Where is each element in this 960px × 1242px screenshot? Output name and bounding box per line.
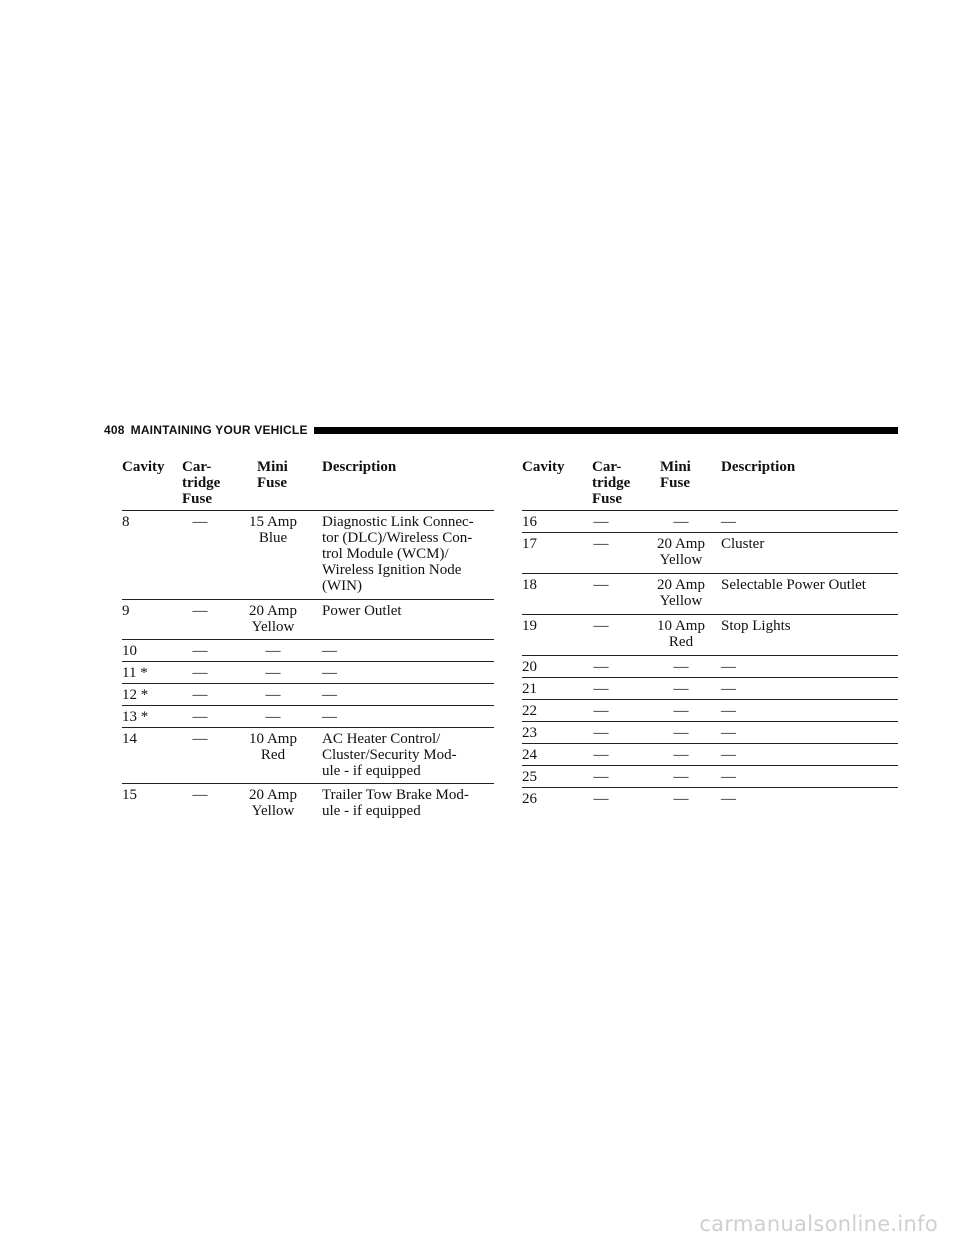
cartridge-fuse-value: —: [192, 643, 208, 659]
table-row: [122, 784, 494, 824]
fuse-table-left: [122, 456, 494, 824]
cell-line: —: [322, 643, 337, 659]
mini-fuse-value: [650, 536, 712, 568]
cartridge-fuse-value: —: [593, 703, 609, 719]
cell-line: Diagnostic Link Connec-: [322, 514, 474, 530]
table-row: [522, 511, 898, 533]
cell-line: Trailer Tow Brake Mod-: [322, 787, 469, 803]
description-value: [322, 603, 494, 619]
cell-line: ule - if equipped: [322, 763, 421, 779]
table-row: [122, 728, 494, 784]
cell-line: —: [721, 514, 736, 530]
mini-fuse-value: [650, 659, 712, 675]
watermark: carmanualsonline.info: [699, 1212, 938, 1236]
description-value: [721, 618, 898, 634]
description-value: [322, 787, 494, 819]
cell-line: 20 Amp: [249, 603, 297, 619]
cavity-value: 17: [522, 536, 537, 552]
cell-line: —: [673, 747, 689, 763]
cartridge-fuse-value: —: [593, 681, 609, 697]
cartridge-fuse-value: —: [192, 709, 208, 725]
cell-line: (WIN): [322, 578, 362, 594]
cell-line: Cluster: [721, 536, 765, 552]
table-header-row: [522, 456, 898, 511]
header-mini-fuse: [257, 459, 317, 491]
cell-line: 20 Amp: [249, 787, 297, 803]
page-number: 408: [104, 423, 125, 437]
mini-fuse-value: [650, 791, 712, 807]
table-row: [122, 662, 494, 684]
cell-line: Power Outlet: [322, 603, 402, 619]
description-value: [721, 577, 898, 593]
cell-line: —: [265, 687, 281, 703]
cell-line: —: [265, 709, 281, 725]
header-cartridge-fuse: [182, 459, 221, 507]
description-value: [721, 681, 898, 697]
cell-line: Mini: [257, 459, 288, 475]
mini-fuse-value: [243, 643, 303, 659]
cell-line: Yellow: [251, 803, 295, 819]
cavity-value: 12 *: [122, 687, 149, 703]
cell-line: Yellow: [659, 593, 703, 609]
cell-line: —: [673, 514, 689, 530]
cell-line: AC Heater Control/: [322, 731, 441, 747]
mini-fuse-value: [650, 681, 712, 697]
description-value: [721, 725, 898, 741]
cartridge-fuse-value: —: [593, 791, 609, 807]
cavity-value: 16: [522, 514, 537, 530]
cartridge-fuse-value: —: [593, 725, 609, 741]
cell-line: —: [721, 747, 736, 763]
cavity-value: 15: [122, 787, 137, 803]
cartridge-fuse-value: —: [192, 665, 208, 681]
header-cavity: Cavity: [522, 459, 565, 475]
header-description: Description: [322, 459, 397, 475]
cell-line: —: [721, 681, 736, 697]
cell-line: Car-: [182, 459, 212, 475]
header-description: Description: [721, 459, 796, 475]
cell-line: 10 Amp: [657, 618, 705, 634]
cavity-value: 21: [522, 681, 537, 697]
table-row: [522, 615, 898, 656]
description-value: [721, 659, 898, 675]
table-header-row: [122, 456, 494, 511]
cell-line: ule - if equipped: [322, 803, 421, 819]
cavity-value: 13 *: [122, 709, 149, 725]
cell-line: —: [673, 769, 689, 785]
description-value: [322, 514, 494, 594]
cell-line: —: [673, 725, 689, 741]
cell-line: Fuse: [592, 491, 622, 507]
cell-line: tridge: [182, 475, 221, 491]
mini-fuse-value: [243, 603, 303, 635]
cell-line: —: [721, 791, 736, 807]
cartridge-fuse-value: —: [593, 747, 609, 763]
cartridge-fuse-value: —: [192, 731, 208, 747]
mini-fuse-value: [650, 725, 712, 741]
cartridge-fuse-value: —: [192, 787, 208, 803]
mini-fuse-value: [650, 703, 712, 719]
mini-fuse-value: [243, 687, 303, 703]
cell-line: trol Module (WCM)/: [322, 546, 449, 562]
cartridge-fuse-value: —: [593, 514, 609, 530]
description-value: [322, 709, 494, 725]
cell-line: Mini: [660, 459, 691, 475]
cell-line: tridge: [592, 475, 631, 491]
table-row: [522, 574, 898, 615]
cartridge-fuse-value: —: [593, 536, 609, 552]
table-row: [522, 700, 898, 722]
description-value: [721, 747, 898, 763]
cavity-value: 25: [522, 769, 537, 785]
cavity-value: 23: [522, 725, 537, 741]
mini-fuse-value: [243, 665, 303, 681]
cell-line: —: [322, 687, 337, 703]
description-value: [721, 791, 898, 807]
table-row: [122, 684, 494, 706]
cell-line: 20 Amp: [657, 536, 705, 552]
mini-fuse-value: [243, 731, 303, 763]
mini-fuse-value: [243, 514, 303, 546]
cavity-value: 20: [522, 659, 537, 675]
page-header: [104, 422, 898, 438]
cartridge-fuse-value: —: [593, 577, 609, 593]
mini-fuse-value: [650, 618, 712, 650]
cavity-value: 11 *: [122, 665, 148, 681]
cartridge-fuse-value: —: [192, 514, 208, 530]
cell-line: Red: [260, 747, 286, 763]
mini-fuse-value: [650, 747, 712, 763]
table-row: [522, 656, 898, 678]
cavity-value: 22: [522, 703, 537, 719]
cavity-value: 18: [522, 577, 537, 593]
cell-line: Red: [668, 634, 694, 650]
cell-line: Yellow: [251, 619, 295, 635]
header-cavity: Cavity: [122, 459, 165, 475]
cell-line: Fuse: [182, 491, 212, 507]
cell-line: —: [721, 703, 736, 719]
table-row: [122, 511, 494, 600]
cell-line: —: [673, 703, 689, 719]
cell-line: tor (DLC)/Wireless Con-: [322, 530, 473, 546]
cartridge-fuse-value: —: [192, 687, 208, 703]
cartridge-fuse-value: —: [192, 603, 208, 619]
cell-line: —: [673, 791, 689, 807]
section-title: MAINTAINING YOUR VEHICLE: [130, 423, 308, 437]
cell-line: 20 Amp: [657, 577, 705, 593]
cell-line: Fuse: [660, 475, 690, 491]
table-row: [522, 788, 898, 809]
cavity-value: 10: [122, 643, 137, 659]
cell-line: —: [265, 643, 281, 659]
cell-line: —: [721, 659, 736, 675]
table-row: [522, 744, 898, 766]
description-value: [721, 514, 898, 530]
table-row: [522, 678, 898, 700]
cavity-value: 26: [522, 791, 537, 807]
description-value: [322, 665, 494, 681]
mini-fuse-value: [650, 577, 712, 609]
table-row: [122, 600, 494, 640]
description-value: [721, 703, 898, 719]
table-row: [522, 766, 898, 788]
cartridge-fuse-value: —: [593, 659, 609, 675]
cell-line: —: [265, 665, 281, 681]
cell-line: Wireless Ignition Node: [322, 562, 462, 578]
table-row: [122, 640, 494, 662]
cell-line: —: [673, 681, 689, 697]
table-row: [522, 722, 898, 744]
description-value: [721, 536, 898, 552]
mini-fuse-value: [243, 709, 303, 725]
cell-line: —: [673, 659, 689, 675]
cell-line: —: [721, 769, 736, 785]
header-rule: [314, 427, 898, 434]
cell-line: —: [322, 709, 337, 725]
cavity-value: 9: [122, 603, 130, 619]
cell-line: Car-: [592, 459, 622, 475]
mini-fuse-value: [650, 769, 712, 785]
cell-line: Stop Lights: [721, 618, 791, 634]
cell-line: 15 Amp: [249, 514, 297, 530]
mini-fuse-value: [243, 787, 303, 819]
description-value: [322, 643, 494, 659]
cell-line: —: [322, 665, 337, 681]
cell-line: Yellow: [659, 552, 703, 568]
cell-line: Cluster/Security Mod-: [322, 747, 457, 763]
cartridge-fuse-value: —: [593, 769, 609, 785]
cavity-value: 24: [522, 747, 537, 763]
cell-line: Fuse: [257, 475, 287, 491]
description-value: [721, 769, 898, 785]
fuse-table-right: [522, 456, 898, 809]
mini-fuse-value: [650, 514, 712, 530]
table-row: [122, 706, 494, 728]
cell-line: —: [721, 725, 736, 741]
cavity-value: 19: [522, 618, 537, 634]
table-row: [522, 533, 898, 574]
cell-line: 10 Amp: [249, 731, 297, 747]
description-value: [322, 731, 494, 779]
header-cartridge-fuse: [592, 459, 631, 507]
description-value: [322, 687, 494, 703]
cavity-value: 14: [122, 731, 137, 747]
header-mini-fuse: [660, 459, 722, 491]
cell-line: Selectable Power Outlet: [721, 577, 866, 593]
cavity-value: 8: [122, 514, 130, 530]
cartridge-fuse-value: —: [593, 618, 609, 634]
cell-line: Blue: [258, 530, 288, 546]
